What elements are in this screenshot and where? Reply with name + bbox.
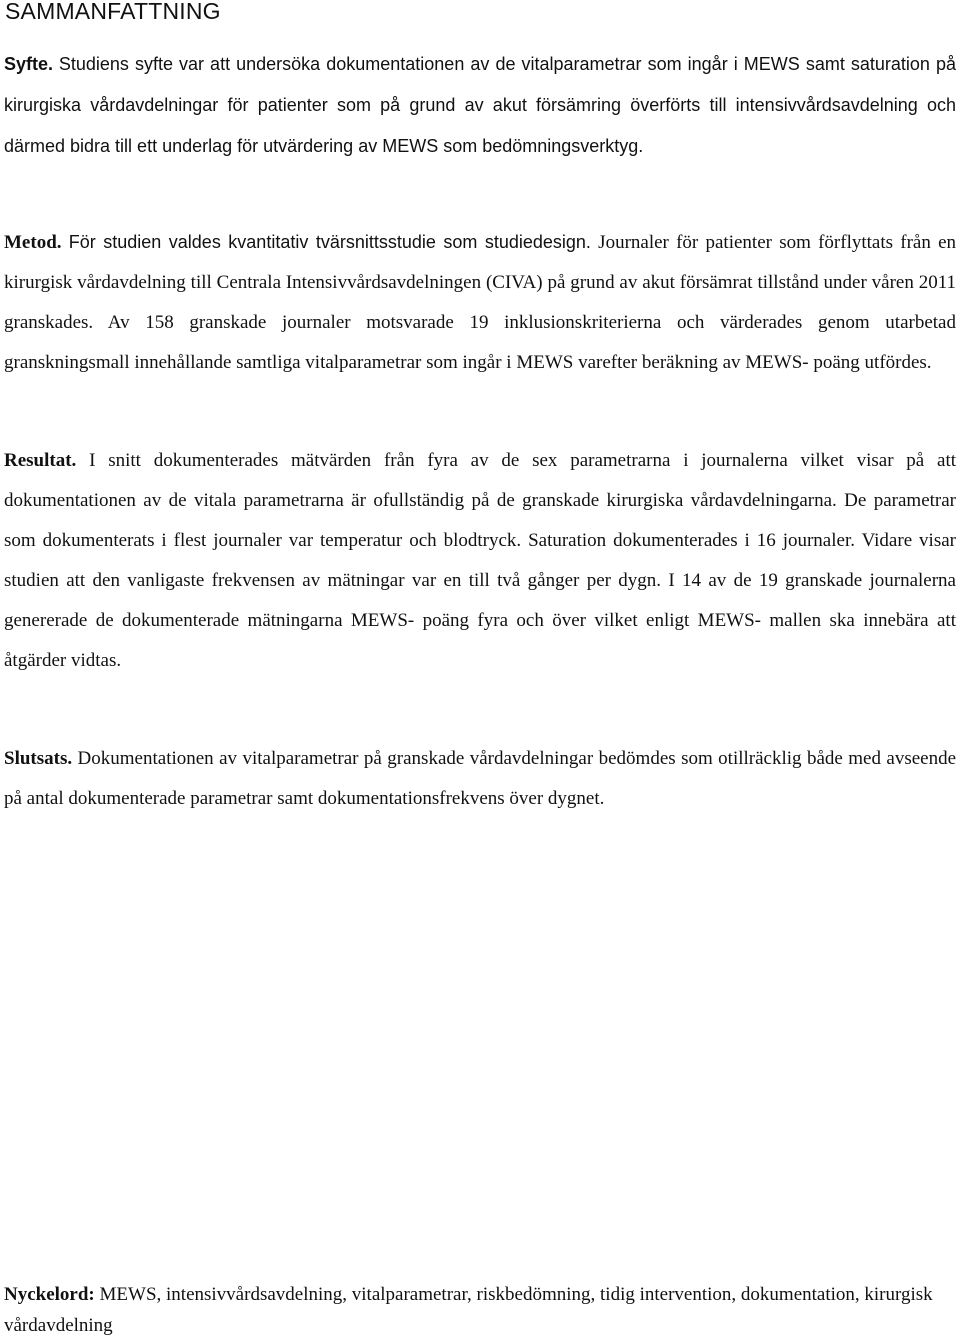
- resultat-label: Resultat.: [4, 450, 77, 471]
- metod-text-design: För studien valdes kvantitativ tvärsnittsstudie som studiedesign.: [68, 232, 591, 252]
- syfte-text: Studiens syfte var att undersöka dokumentationen av de vitalparametrar som ingår i MEWS samt saturation på kirurgiska vårdavdelningar för patienter som på grund av akut försämring överförts till intensivvårdsavdelning och därmed bidra till ett underlag för utvärdering av MEWS som bedömningsverktyg.: [4, 54, 957, 156]
- keywords-text: MEWS, intensivvårdsavdelning, vitalparametrar, riskbedömning, tidig intervention, dokumentation, kirurgisk vårdavdelning: [4, 1284, 933, 1336]
- metod-label: Metod.: [4, 232, 62, 253]
- resultat-paragraph: [4, 441, 956, 681]
- slutsats-text: Dokumentationen av vitalparametrar på granskade vårdavdelningar bedömdes som otillräcklig både med avseende på antal dokumenterade parametrar samt dokumentationsfrekvens över dygnet.: [4, 748, 957, 809]
- keywords-paragraph: [4, 1279, 956, 1341]
- metod-paragraph: [4, 222, 956, 383]
- keywords-label: Nyckelord:: [4, 1284, 95, 1305]
- slutsats-label: Slutsats.: [4, 748, 73, 769]
- page-title: SAMMANFATTNING: [5, 0, 221, 24]
- resultat-text: I snitt dokumenterades mätvärden från fyra av de sex parametrarna i journalerna vilket visar på att dokumentationen av de vitala parametrarna är ofullständig på de granskade kirurgiska vårdavdelningarna. De parametrar som dokumenterats i flest journaler var temperatur och blodtryck. Saturation dokumenterades i 16 journaler. Vidare visar studien att den vanligaste frekvensen av mätningar var en till två gånger per dygn. I 14 av de 19 granskade journalerna genererade de dokumenterade mätningarna MEWS- poäng fyra och över vilket enligt MEWS- mallen ska innebära att åtgärder vidtas.: [4, 450, 956, 671]
- slutsats-paragraph: [4, 739, 956, 819]
- syfte-label: Syfte.: [4, 54, 54, 74]
- syfte-paragraph: [4, 44, 956, 167]
- metod-text: Journaler för patienter som förflyttats från en kirurgisk vårdavdelning till Centrala Intensivvårdsavdelningen (CIVA) på grund av akut försämrat tillstånd under våren 2011 granskades. Av 158 granskade journaler motsvarade 19 inklusionskriterierna och värderades genom utarbetad granskningsmall innehållande samtliga vitalparametrar som ingår i MEWS varefter beräkning av MEWS- poäng utfördes.: [4, 232, 957, 373]
